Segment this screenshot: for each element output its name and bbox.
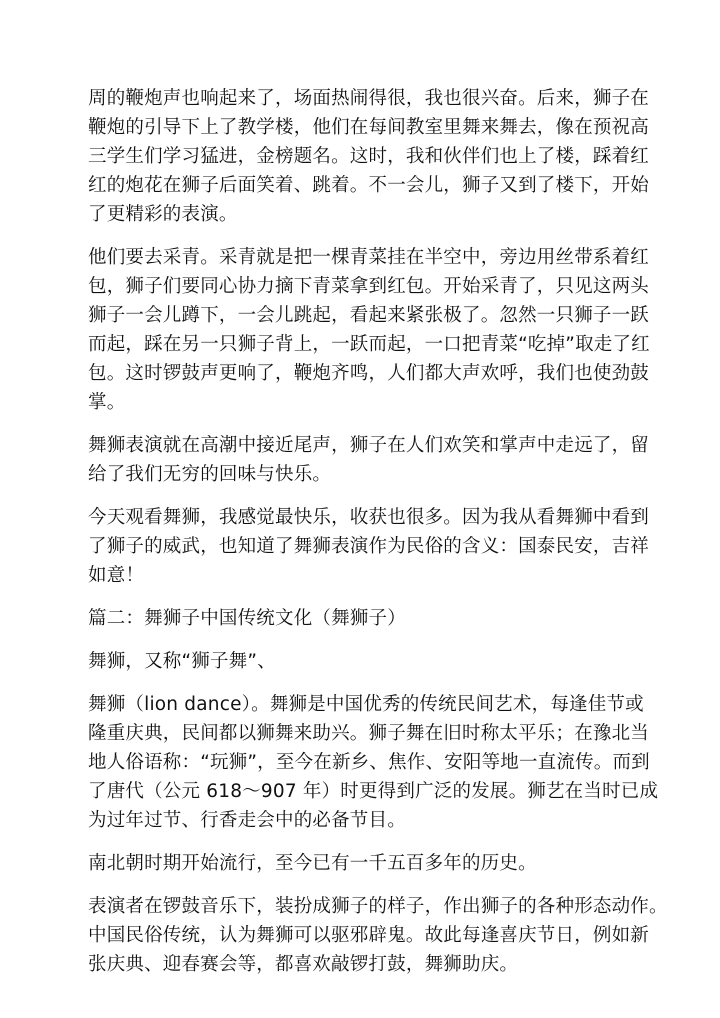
text-line: 为过年过节、行香走会中的必备节目。 xyxy=(88,810,406,831)
paragraph-gap xyxy=(88,878,648,892)
paragraph-gap xyxy=(88,229,648,243)
paragraph-2 xyxy=(88,243,648,417)
paragraph-4 xyxy=(88,503,648,590)
heading-line: 篇二：舞狮子中国传统文化（舞狮子） xyxy=(88,608,406,629)
text-line: 张庆典、迎春赛会等，都喜欢敲锣打鼓，舞狮助庆。 xyxy=(88,954,519,975)
text-line: 给了我们无穷的回味与快乐。 xyxy=(88,464,332,485)
text-line: 舞狮（lion dance）。舞狮是中国优秀的传统民间艺术，每逢佳节或 xyxy=(88,694,644,715)
text-line: 舞狮表演就在高潮中接近尾声，狮子在人们欢笑和掌声中走远了，留 xyxy=(88,435,650,456)
paragraph-8 xyxy=(88,849,648,878)
paragraph-gap xyxy=(88,417,648,431)
text-line: 地人俗语称：“玩狮”，至今在新乡、焦作、安阳等地一直流传。而到 xyxy=(88,752,650,773)
text-line: 而起，踩在另一只狮子背上，一跃而起，一口把青菜“吃掉”取走了红 xyxy=(88,334,650,355)
paragraph-gap xyxy=(88,489,648,503)
text-line: 包。这时锣鼓声更响了，鞭炮齐鸣，人们都大声欢呼，我们也使劲鼓 xyxy=(88,363,650,384)
paragraph-7 xyxy=(88,690,659,835)
text-line: 包，狮子们要同心协力摘下青菜拿到红包。开始采青了，只见这两头 xyxy=(88,276,650,297)
section-heading xyxy=(88,604,648,633)
paragraph-gap xyxy=(88,633,648,647)
text-line: 掌。 xyxy=(88,392,126,413)
text-line: 了更精彩的表演。 xyxy=(88,204,238,225)
text-line: 周的鞭炮声也响起来了，场面热闹得很，我也很兴奋。后来，狮子在 xyxy=(88,88,650,109)
text-line: 今天观看舞狮，我感觉最快乐，收获也很多。因为我从看舞狮中看到 xyxy=(88,507,650,528)
text-line: 舞狮，又称“狮子舞”、 xyxy=(88,651,276,672)
text-line: 鞭炮的引导下上了教学楼，他们在每间教室里舞来舞去，像在预祝高 xyxy=(88,117,650,138)
paragraph-6 xyxy=(88,647,648,676)
text-line: 如意！ xyxy=(88,565,145,586)
document-body xyxy=(88,84,668,979)
text-line: 表演者在锣鼓音乐下，装扮成狮子的样子，作出狮子的各种形态动作。 xyxy=(88,896,668,917)
text-line: 红的炮花在狮子后面笑着、跳着。不一会儿，狮子又到了楼下，开始 xyxy=(88,175,650,196)
text-line: 他们要去采青。采青就是把一棵青菜挂在半空中，旁边用丝带系着红 xyxy=(88,247,650,268)
paragraph-1 xyxy=(88,84,648,229)
paragraph-9 xyxy=(88,892,668,979)
text-line: 三学生们学习猛进，金榜题名。这时，我和伙伴们也上了楼，踩着红 xyxy=(88,146,650,167)
text-line: 中国民俗传统，认为舞狮可以驱邪辟鬼。故此每逢喜庆节日，例如新 xyxy=(88,925,650,946)
text-line: 了狮子的威武，也知道了舞狮表演作为民俗的含义：国泰民安，吉祥 xyxy=(88,536,650,557)
text-line: 了唐代（公元 618～907 年）时更得到广泛的发展。狮艺在当时已成 xyxy=(88,781,659,802)
paragraph-gap xyxy=(88,835,648,849)
paragraph-3 xyxy=(88,431,648,489)
text-line: 狮子一会儿蹲下，一会儿跳起，看起来紧张极了。忽然一只狮子一跃 xyxy=(88,305,650,326)
paragraph-gap xyxy=(88,676,648,690)
paragraph-gap xyxy=(88,590,648,604)
text-line: 隆重庆典，民间都以狮舞来助兴。狮子舞在旧时称太平乐；在豫北当 xyxy=(88,723,650,744)
text-line: 南北朝时期开始流行，至今已有一千五百多年的历史。 xyxy=(88,853,537,874)
